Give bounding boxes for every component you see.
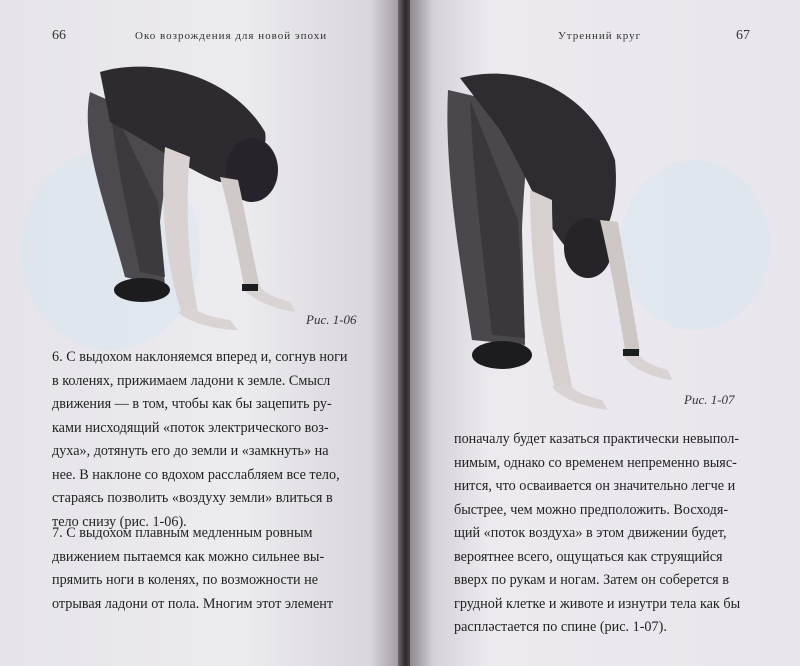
text-line: вероятнее всего, ощущаться как струящийся [454,548,723,565]
text-line: отрывая ладони от пола. Многим этот элемент [52,595,334,612]
right-page [410,0,800,666]
text-line: ками нисходящий «поток электрического воз- [52,419,329,436]
left-running-head: Око возрождения для новой эпохи [135,30,328,42]
text-line: щий «поток воздуха» в этом движении будет, [454,525,727,541]
text-line: нее. В наклоне со вдохом расслабляем все тело, [52,466,340,483]
text-line: в коленях, прижимаем ладони к земле. Смысл [52,372,331,389]
paragraph-continuation [454,428,786,640]
text-line: 6. С выдохом наклоняемся вперед и, согнув ноги [52,349,348,365]
right-running-head: Утренний круг [558,30,642,42]
figure-1-07-illustration [440,70,740,420]
text-line: поначалу будет казаться практически невыпол- [454,431,739,447]
figure-1-06-caption: Рис. 1-06 [306,312,357,327]
text-line: грудной клетке и животе и изнутри тела как бы [454,595,741,612]
text-line: нится, что осваивается он значительно легче и [454,478,736,494]
text-line: движения — в том, чтобы как бы зацепить ру- [52,396,332,412]
text-line: расплəстается по спине (рис. 1-07). [454,619,667,635]
text-line: стараясь позволить «воздуху земли» влиться в [52,490,333,506]
text-line: движением пытаемся как можно сильнее вы- [52,548,325,565]
figure-1-07-caption: Рис. 1-07 [684,392,735,407]
right-page-number: 67 [736,28,750,43]
left-page-number: 66 [52,28,66,43]
text-line: быстрее, чем можно предположить. Восходя- [454,501,729,518]
text-line: духа», дотянуть его до земли и «замкнуть» на [52,443,329,459]
paragraph-step-7 [52,522,388,616]
text-line: нимым, однако со временем непременно выяс- [454,454,737,471]
text-line: 7. С выдохом плавным медленным ровным [52,525,313,541]
text-line: прямить ноги в коленях, по возможности не [52,572,319,588]
paragraph-step-6 [52,346,388,534]
text-line: тело снизу (рис. 1-06). [52,513,187,530]
text-line: вверх по рукам и ногам. Затем он соберется в [454,572,729,588]
figure-1-06-illustration [70,62,370,347]
